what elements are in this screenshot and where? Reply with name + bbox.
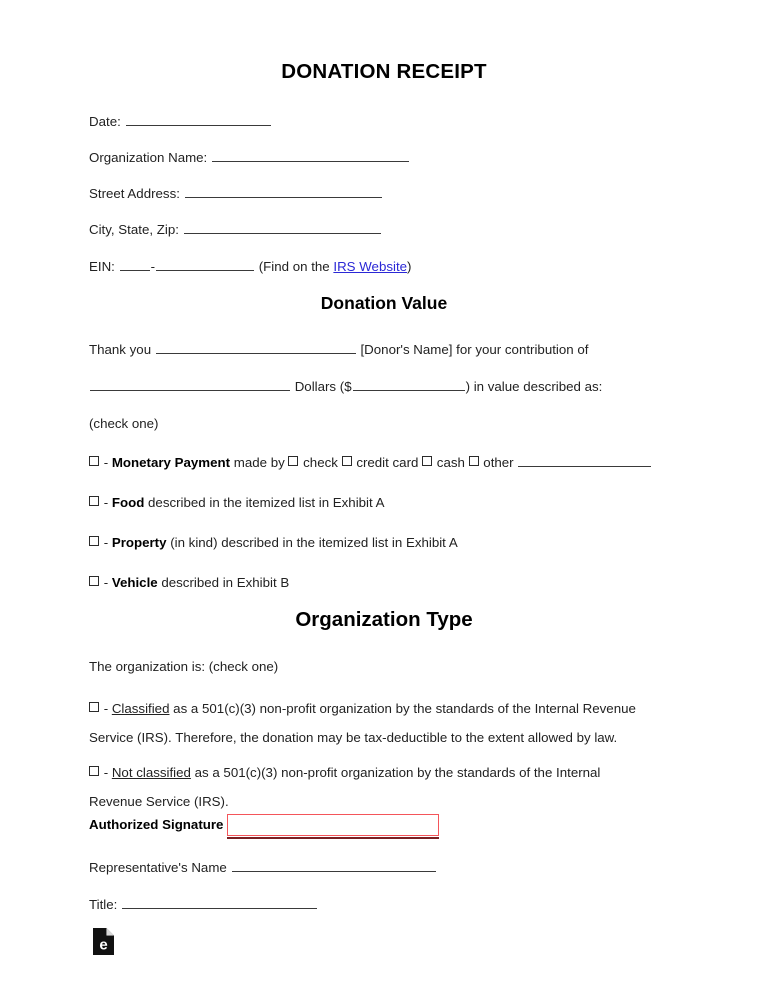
donation-thankyou-line xyxy=(89,341,588,358)
option-classified xyxy=(89,694,664,752)
field-city-state-zip xyxy=(89,221,382,238)
field-representative-name xyxy=(89,859,437,876)
dash-separator: - xyxy=(103,701,112,716)
checkbox-not-classified[interactable] xyxy=(89,766,99,776)
field-ein-label: EIN: xyxy=(89,259,115,274)
option-vehicle xyxy=(89,574,289,591)
dash-separator: - xyxy=(103,765,112,780)
option-vehicle-text: described in Exhibit B xyxy=(157,575,290,590)
option-classified-text: as a 501(c)(3) non-profit organization by the standards of the Internal Revenue Service (IRS). Therefore, the donation may be tax-deductible to the extent allowed by law. xyxy=(89,701,636,745)
field-title-blank[interactable] xyxy=(122,897,317,909)
checkbox-classified[interactable] xyxy=(89,702,99,712)
irs-website-link[interactable]: IRS Website xyxy=(333,259,408,274)
svg-text:e: e xyxy=(99,936,108,954)
checkbox-vehicle[interactable] xyxy=(89,576,99,586)
checkbox-cash[interactable] xyxy=(422,456,432,466)
field-title-label: Title: xyxy=(89,897,118,912)
other-payment-blank[interactable] xyxy=(518,455,651,467)
checkbox-monetary-payment[interactable] xyxy=(89,456,99,466)
dash-separator: - xyxy=(103,455,112,470)
field-street-address xyxy=(89,185,383,202)
suboption-check-label: check xyxy=(303,455,338,470)
donation-check-one-label: (check one) xyxy=(89,416,159,431)
checkbox-credit-card[interactable] xyxy=(342,456,352,466)
dollars-text: Dollars ($ xyxy=(291,379,352,394)
field-date-blank[interactable] xyxy=(126,114,271,126)
option-not-classified-text: as a 501(c)(3) non-profit organization by the standards of the Internal Revenue Service (IRS). xyxy=(89,765,601,809)
suboption-cash-label: cash xyxy=(436,455,465,470)
field-representative-name-blank[interactable] xyxy=(232,860,436,872)
option-classified-label: Classified xyxy=(111,701,170,716)
thankyou-prefix: Thank you xyxy=(89,342,155,357)
dash-separator: - xyxy=(103,575,112,590)
field-organization-name-label: Organization Name: xyxy=(89,150,208,165)
checkbox-check[interactable] xyxy=(288,456,298,466)
dash-separator: - xyxy=(103,535,112,550)
org-type-intro: The organization is: (check one) xyxy=(89,659,279,674)
checkbox-property[interactable] xyxy=(89,536,99,546)
field-city-state-zip-blank[interactable] xyxy=(184,222,381,234)
option-food-label: Food xyxy=(111,495,145,510)
heading-organization-type: Organization Type xyxy=(295,608,473,631)
amount-words-blank[interactable] xyxy=(90,379,290,391)
authorized-signature-label: Authorized Signature xyxy=(89,817,224,832)
option-property xyxy=(89,534,458,551)
field-organization-name-blank[interactable] xyxy=(212,150,409,162)
option-not-classified xyxy=(89,758,629,816)
field-title xyxy=(89,896,318,913)
dash-separator: - xyxy=(103,495,112,510)
authorized-signature-row xyxy=(89,814,439,836)
option-food-text: described in the itemized list in Exhibit A xyxy=(144,495,385,510)
field-date-label: Date: xyxy=(89,114,121,129)
page-title: DONATION RECEIPT xyxy=(281,60,487,83)
value-described-text: ) in value described as: xyxy=(465,379,603,394)
field-representative-name-label: Representative's Name xyxy=(89,860,227,875)
ein-find-text-before: (Find on the xyxy=(258,259,334,274)
option-property-text: (in kind) described in the itemized list in Exhibit A xyxy=(166,535,458,550)
option-property-label: Property xyxy=(111,535,167,550)
suboption-other-label: other xyxy=(483,455,514,470)
donor-name-blank[interactable] xyxy=(156,342,356,354)
thankyou-suffix: [Donor's Name] for your contribution of xyxy=(356,342,589,357)
donation-amount-line xyxy=(89,378,602,395)
option-monetary-payment-label: Monetary Payment xyxy=(111,455,231,470)
checkbox-other[interactable] xyxy=(469,456,479,466)
field-street-address-label: Street Address: xyxy=(89,186,180,201)
field-ein-suffix-blank[interactable] xyxy=(156,259,254,271)
field-organization-name xyxy=(89,149,410,166)
heading-donation-value: Donation Value xyxy=(320,293,448,313)
field-ein-separator: - xyxy=(150,259,156,274)
field-ein xyxy=(89,258,411,275)
option-not-classified-label: Not classified xyxy=(111,765,191,780)
field-street-address-blank[interactable] xyxy=(185,186,382,198)
suboption-credit-card-label: credit card xyxy=(356,455,419,470)
authorized-signature-input[interactable] xyxy=(227,814,439,836)
eforms-document-icon[interactable] xyxy=(93,928,114,955)
field-ein-prefix-blank[interactable] xyxy=(120,259,150,271)
option-monetary-payment-text: made by xyxy=(230,455,289,470)
field-city-state-zip-label: City, State, Zip: xyxy=(89,222,179,237)
amount-numeric-blank[interactable] xyxy=(353,379,465,391)
option-monetary-payment xyxy=(89,454,652,471)
option-food xyxy=(89,494,385,511)
field-date xyxy=(89,113,272,130)
checkbox-food[interactable] xyxy=(89,496,99,506)
ein-find-text-after: ) xyxy=(407,259,412,274)
option-vehicle-label: Vehicle xyxy=(111,575,158,590)
